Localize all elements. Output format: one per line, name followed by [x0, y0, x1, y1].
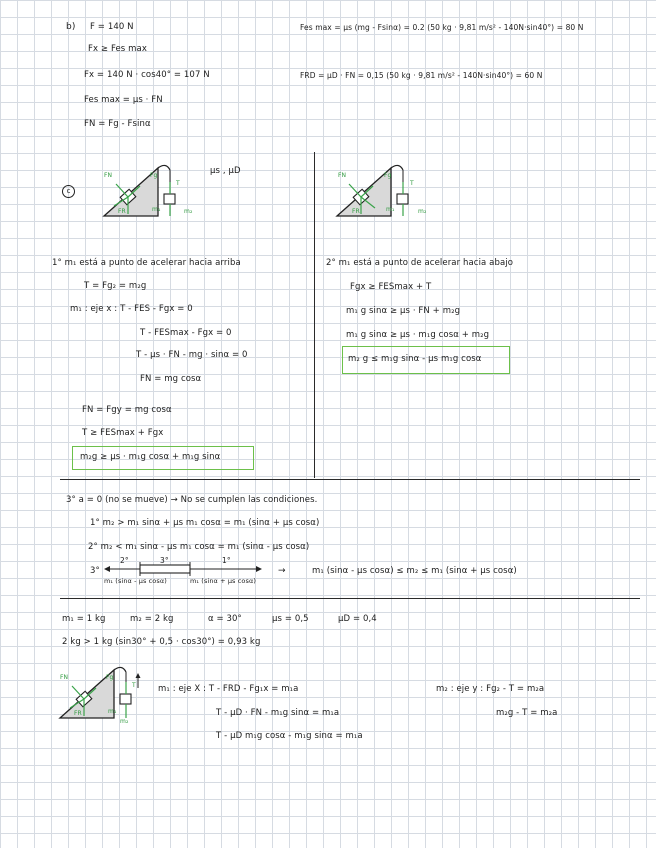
diagram-2-force-label: T: [410, 180, 414, 187]
diagram-3-force-label: m₂: [120, 718, 129, 725]
given-alpha: α = 30°: [208, 614, 242, 624]
fx-calculation: Fx = 140 N · cos40° = 107 N: [84, 70, 210, 80]
force-given: F = 140 N: [90, 22, 134, 32]
m2-equation-1: m₂ : eje y : Fg₂ - T = m₂a: [436, 684, 545, 694]
case2-line2: m₁ g sinα ≥ μs · FN + m₂g: [346, 306, 461, 316]
case1-line6: FN = Fgy = mg cosα: [82, 405, 172, 415]
diagram-1-force-label: T: [176, 180, 180, 187]
diagram-2-force-label: m₂: [418, 208, 427, 215]
number-line-mark-2: 2°: [120, 556, 129, 565]
m1-equation-2: T - μD · FN - m₁g sinα = m₁a: [216, 708, 340, 718]
diagram-3-force-label: T: [132, 682, 136, 689]
case1-line5: FN = mg cosα: [140, 374, 202, 384]
fes-max-calculation: Fes max = μs (mg - Fsinα) = 0.2 (50 kg · 9,81 m/s² - 140N·sin40°) = 80 N: [300, 23, 584, 32]
diagram-2-force-label: m₁: [386, 206, 395, 213]
diagram-3-force-label: m₁: [108, 708, 117, 715]
number-line-left-label: m₁ (sinα - μs cosα): [104, 577, 167, 585]
given-m1: m₁ = 1 kg: [62, 614, 106, 624]
incline-diagram-1: [100, 160, 193, 222]
case1-title: 1° m₁ está a punto de acelerar hacia arriba: [52, 258, 241, 268]
part3-line2: 2° m₂ < m₁ sinα - μs m₁ cosα = m₁ (sinα - μs cosα): [88, 542, 310, 552]
part3-result: m₁ (sinα - μs cosα) ≤ m₂ ≤ m₁ (sinα + μs cosα): [312, 566, 517, 576]
case2-line1: Fgx ≥ FESmax + T: [350, 282, 432, 292]
fes-max-definition: Fes max = μs · FN: [84, 95, 163, 105]
given-m2: m₂ = 2 kg: [130, 614, 174, 624]
column-divider: [314, 152, 315, 478]
section-divider-1: [60, 479, 640, 480]
diagram-3-force-label: FN: [60, 674, 69, 681]
given-mud: μD = 0,4: [338, 614, 377, 624]
number-line-right-label: m₁ (sinα + μs cosα): [190, 577, 256, 585]
incline-diagram-2: [333, 160, 423, 222]
case2-line3: m₁ g sinα ≥ μs · m₁g cosα + m₂g: [346, 330, 490, 340]
force-compare: Fx ≥ Fes max: [88, 44, 147, 54]
m1-equation-1: m₁ : eje X : T - FRD - Fg₁x = m₁a: [158, 684, 299, 694]
diagram-1-force-label: m₁: [152, 206, 161, 213]
case1-line1: T = Fg₂ = m₂g: [84, 281, 147, 291]
number-line-mark-3: 3°: [160, 556, 169, 565]
diagram-1-force-label: FN: [104, 172, 113, 179]
diagram-3-force-label: FR: [74, 710, 82, 717]
m2-equation-2: m₂g - T = m₂a: [496, 708, 558, 718]
part3-line3-label: 3°: [90, 566, 100, 576]
incline-diagram-3: [56, 662, 146, 724]
diagram-1-force-label: FR: [118, 208, 126, 215]
mu-coefficients: μs , μD: [210, 166, 241, 176]
m1-equation-3: T - μD m₁g cosα - m₁g sinα = m₁a: [216, 731, 363, 741]
case1-result: m₂g ≥ μs · m₁g cosα + m₁g sinα: [80, 452, 221, 462]
case1-line4: T - μs · FN - mg · sinα = 0: [136, 350, 248, 360]
diagram-3-force-label: Fg: [106, 674, 114, 681]
diagram-2-force-label: FN: [338, 172, 347, 179]
part-b-letter: b): [66, 22, 76, 32]
part-c-label: c: [62, 185, 75, 198]
part3-title: 3° a = 0 (no se mueve) → No se cumplen las condiciones.: [66, 495, 318, 505]
case1-line3: T - FESmax - Fgx = 0: [140, 328, 232, 338]
fro-calculation: FRD = μD · FN = 0,15 (50 kg · 9,81 m/s² - 140N·sin40°) = 60 N: [300, 71, 543, 80]
diagram-2-force-label: FR: [352, 208, 360, 215]
condition-check: 2 kg > 1 kg (sin30° + 0,5 · cos30°) = 0,93 kg: [62, 637, 261, 647]
implication-arrow: →: [278, 566, 286, 576]
case2-title: 2° m₁ está a punto de acelerar hacia abajo: [326, 258, 514, 268]
diagram-1-force-label: m₂: [184, 208, 193, 215]
given-mus: μs = 0,5: [272, 614, 309, 624]
diagram-2-force-label: Fg: [384, 172, 392, 179]
part3-line1: 1° m₂ > m₁ sinα + μs m₁ cosα = m₁ (sinα + μs cosα): [90, 518, 320, 528]
case1-line7: T ≥ FESmax + Fgx: [82, 428, 164, 438]
case2-result: m₂ g ≤ m₁g sinα - μs m₁g cosα: [348, 354, 482, 364]
case1-line2: m₁ : eje x : T - FES - Fgx = 0: [70, 304, 193, 314]
diagram-1-force-label: Fg: [150, 172, 158, 179]
number-line-mark-1: 1°: [222, 556, 231, 565]
section-divider-2: [60, 598, 640, 599]
fn-definition: FN = Fg - Fsinα: [84, 119, 151, 129]
